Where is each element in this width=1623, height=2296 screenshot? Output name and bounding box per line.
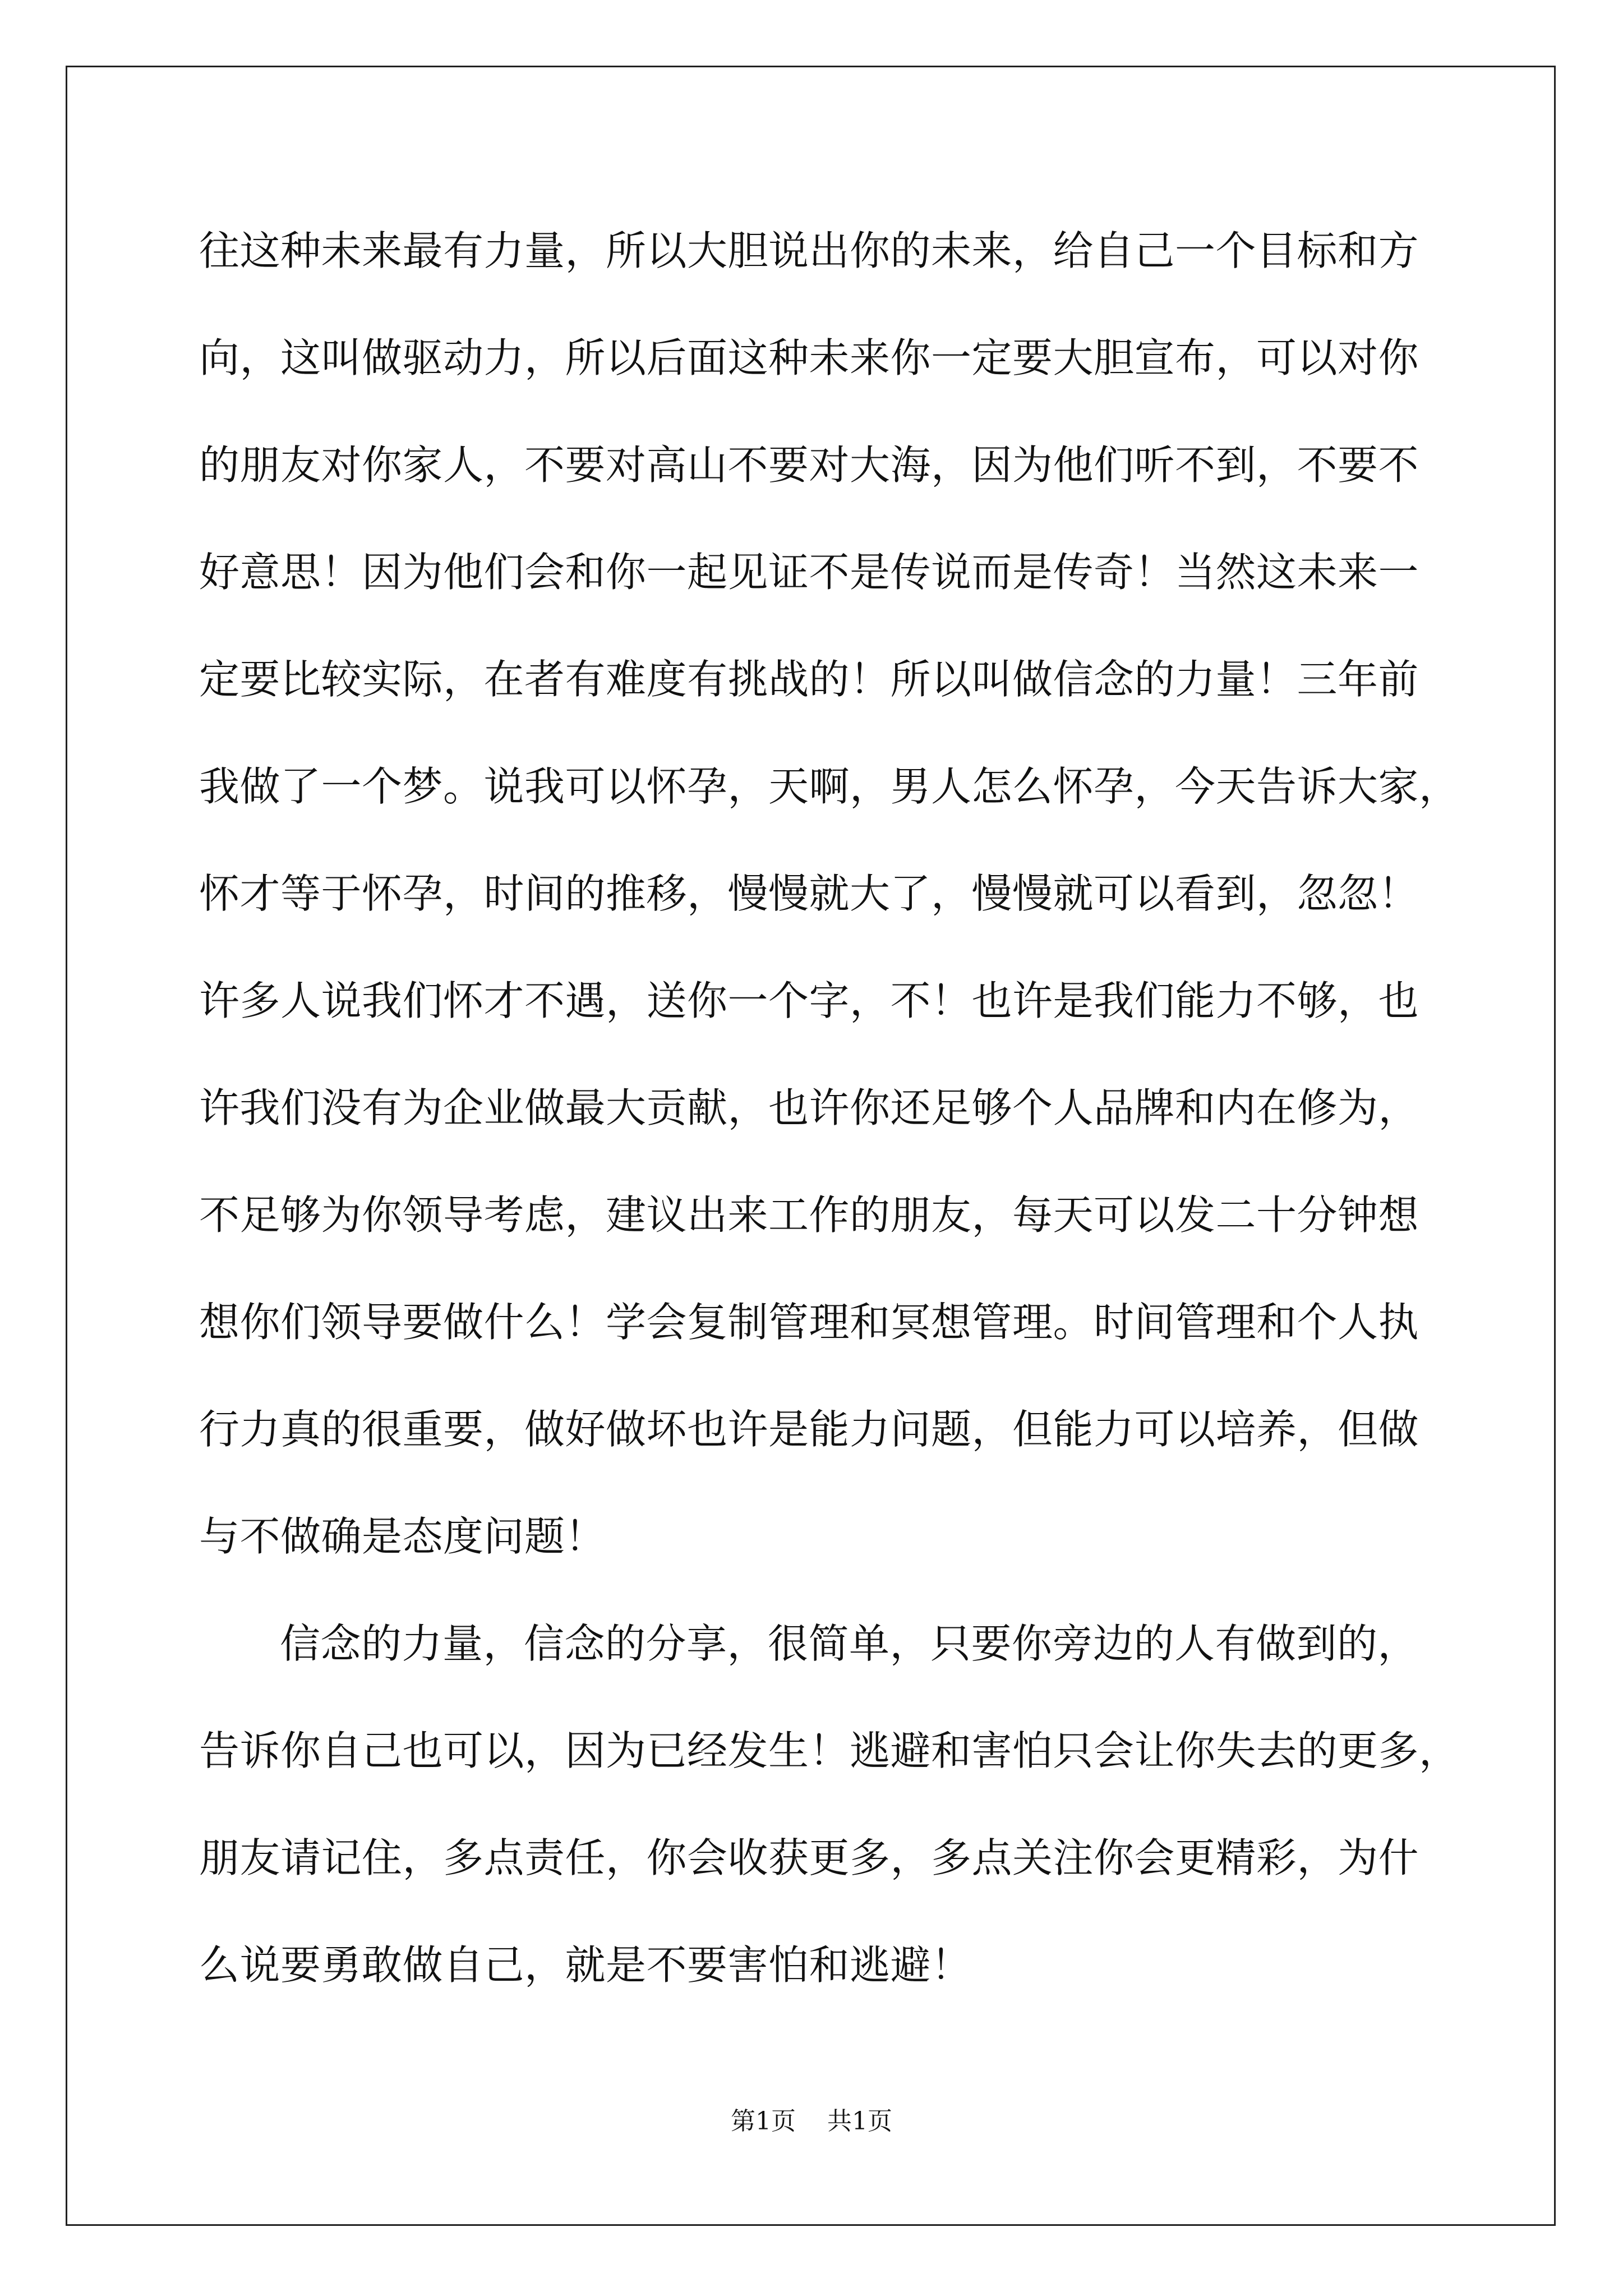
body-line-2: 向，这叫做驱动力，所以后面这种未来你一定要大胆宣布，可以对你 <box>199 334 1419 381</box>
body-line-7: 怀才等于怀孕，时间的推移，慢慢就大了，慢慢就可以看到，忽忽！ <box>199 870 1419 917</box>
page-footer <box>0 2105 1623 2138</box>
document-body <box>199 213 1460 2035</box>
body-line-8: 许多人说我们怀才不遇，送你一个字，不！也许是我们能力不够，也 <box>199 977 1419 1024</box>
body-line-17: 么说要勇敢做自己，就是不要害怕和逃避！ <box>199 1941 972 1989</box>
body-line-9: 许我们没有为企业做最大贡献，也许你还足够个人品牌和内在修为， <box>199 1084 1419 1131</box>
body-line-16: 朋友请记住，多点责任，你会收获更多，多点关注你会更精彩，为什 <box>199 1834 1419 1881</box>
body-line-6: 我做了一个梦。说我可以怀孕，天啊，男人怎么怀孕，今天告诉大家， <box>199 763 1460 810</box>
total-pages: 共1页 <box>827 2107 892 2136</box>
body-line-14: 信念的力量，信念的分享，很简单，只要你旁边的人有做到的， <box>280 1620 1419 1667</box>
body-line-11: 想你们领导要做什么！学会复制管理和冥想管理。时间管理和个人执 <box>199 1299 1419 1346</box>
page-number: 第1页 <box>731 2107 796 2136</box>
body-line-5: 定要比较实际，在者有难度有挑战的！所以叫做信念的力量！三年前 <box>199 656 1419 703</box>
body-line-13: 与不做确是态度问题！ <box>199 1513 606 1560</box>
body-line-4: 好意思！因为他们会和你一起见证不是传说而是传奇！当然这未来一 <box>199 549 1419 596</box>
body-line-3: 的朋友对你家人，不要对高山不要对大海，因为他们听不到，不要不 <box>199 441 1419 489</box>
body-line-12: 行力真的很重要，做好做坏也许是能力问题，但能力可以培养，但做 <box>199 1406 1419 1453</box>
body-line-1: 往这种未来最有力量，所以大胆说出你的未来，给自己一个目标和方 <box>199 227 1419 274</box>
body-line-15: 告诉你自己也可以，因为已经发生！逃避和害怕只会让你失去的更多， <box>199 1727 1460 1774</box>
body-line-10: 不足够为你领导考虑，建议出来工作的朋友，每天可以发二十分钟想 <box>199 1191 1419 1239</box>
